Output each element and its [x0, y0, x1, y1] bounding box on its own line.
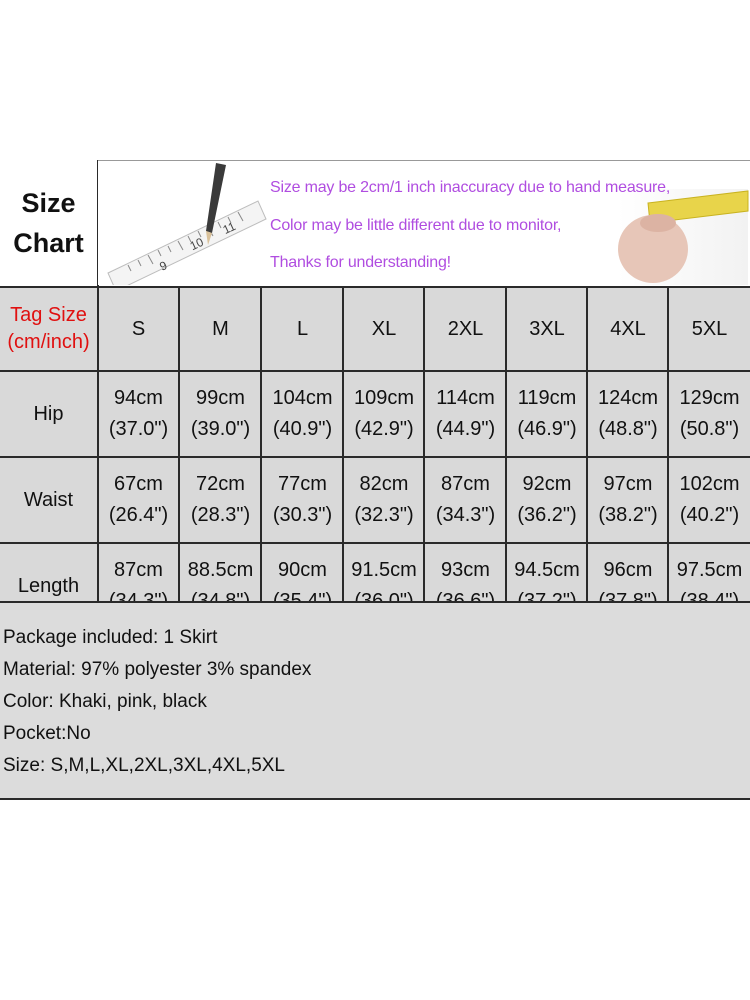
- grid-line: [0, 542, 750, 544]
- cell-inch-value: (48.8"): [598, 418, 658, 440]
- grid-line: [505, 286, 507, 628]
- table-cell: [180, 458, 261, 542]
- size-header-l: L: [262, 288, 343, 370]
- table-cell: [98, 372, 179, 456]
- info-color: Color: Khaki, pink, black: [3, 691, 207, 712]
- table-cell: [262, 458, 343, 542]
- note-thanks: Thanks for understanding!: [270, 254, 451, 271]
- cell-cm-value: 94cm: [114, 387, 163, 409]
- grid-line: [178, 286, 180, 628]
- ruler-number: 10: [187, 234, 206, 254]
- info-material: Material: 97% polyester 3% spandex: [3, 659, 312, 680]
- ruler-number: 11: [220, 219, 238, 237]
- cell-cm-value: 77cm: [278, 473, 327, 495]
- cell-inch-value: (40.2"): [679, 504, 740, 526]
- tape-measure-hand-icon: [618, 189, 748, 285]
- grid-line: [0, 456, 750, 458]
- tag-size-label: Tag Size: [10, 304, 87, 326]
- table-cell: [425, 458, 506, 542]
- size-header-2xl: 2XL: [425, 288, 506, 370]
- grid-line: [586, 286, 588, 628]
- cell-cm-value: 67cm: [114, 473, 163, 495]
- cell-cm-value: 96cm: [603, 559, 653, 581]
- table-cell: [669, 458, 750, 542]
- row-label-hip: Hip: [0, 372, 97, 456]
- grid-line: [342, 286, 344, 628]
- table-cell: [344, 458, 424, 542]
- product-info: [0, 601, 750, 800]
- cell-cm-value: 87cm: [441, 473, 490, 495]
- cell-inch-value: (46.9"): [517, 418, 577, 440]
- chart-title: [0, 160, 97, 286]
- size-header-xl: XL: [344, 288, 424, 370]
- grid-line: [260, 286, 262, 628]
- table-cell: [180, 372, 261, 456]
- note-accuracy: Size may be 2cm/1 inch inaccuracy due to hand measure,: [270, 179, 671, 196]
- cell-inch-value: (50.8"): [679, 418, 740, 440]
- cell-inch-value: (26.4"): [108, 504, 169, 526]
- size-header-5xl: 5XL: [669, 288, 750, 370]
- size-header-3xl: 3XL: [507, 288, 587, 370]
- cell-cm-value: 91.5cm: [351, 559, 417, 581]
- table-cell: [588, 458, 668, 542]
- table-cell: [507, 458, 587, 542]
- cell-cm-value: 102cm: [679, 473, 740, 495]
- table-cell: [425, 372, 506, 456]
- grid-line: [97, 286, 99, 628]
- cell-inch-value: (32.3"): [354, 504, 414, 526]
- size-header-4xl: 4XL: [588, 288, 668, 370]
- cell-cm-value: 109cm: [353, 387, 415, 409]
- cell-inch-value: (34.3"): [435, 504, 496, 526]
- table-cell: [669, 372, 750, 456]
- cell-inch-value: (28.3"): [190, 504, 251, 526]
- cell-cm-value: 82cm: [359, 473, 409, 495]
- cell-cm-value: 104cm: [272, 387, 333, 409]
- cell-cm-value: 97.5cm: [676, 559, 743, 581]
- note-color: Color may be little different due to monitor,: [270, 217, 562, 234]
- cell-cm-value: 119cm: [517, 387, 577, 409]
- cell-cm-value: 97cm: [603, 473, 653, 495]
- info-sizes: Size: S,M,L,XL,2XL,3XL,4XL,5XL: [3, 755, 286, 776]
- ruler-icon: [108, 201, 266, 285]
- cell-cm-value: 114cm: [436, 387, 495, 409]
- cell-cm-value: 87cm: [114, 559, 163, 581]
- cell-cm-value: 90cm: [278, 559, 327, 581]
- cell-inch-value: (38.2"): [598, 504, 658, 526]
- chart-header: [0, 160, 750, 286]
- row-label-length: Length: [0, 544, 97, 628]
- table-cell: [262, 372, 343, 456]
- cell-inch-value: (37.0"): [108, 418, 169, 440]
- cell-cm-value: 129cm: [679, 387, 740, 409]
- tag-size-unit: (cm/inch): [7, 331, 90, 353]
- cell-inch-value: (39.0"): [190, 418, 251, 440]
- cell-inch-value: (42.9"): [354, 418, 414, 440]
- table-cell: [344, 372, 424, 456]
- row-label-waist: Waist: [0, 458, 97, 542]
- cell-inch-value: (44.9"): [435, 418, 496, 440]
- table-cell: [98, 458, 179, 542]
- cell-cm-value: 94.5cm: [514, 559, 580, 581]
- cell-cm-value: 92cm: [522, 473, 572, 495]
- cell-inch-value: (30.3"): [272, 504, 333, 526]
- info-pocket: Pocket:No: [3, 723, 91, 744]
- cell-inch-value: (40.9"): [272, 418, 333, 440]
- title-line2: Chart: [13, 228, 84, 258]
- cell-cm-value: 93cm: [441, 559, 490, 581]
- notice-banner: [98, 160, 750, 285]
- grid-line: [0, 370, 750, 372]
- tag-size-header: [0, 288, 97, 370]
- cell-inch-value: (36.2"): [517, 504, 577, 526]
- cell-cm-value: 124cm: [597, 387, 659, 409]
- size-header-m: M: [180, 288, 261, 370]
- cell-cm-value: 99cm: [196, 387, 245, 409]
- table-cell: [507, 372, 587, 456]
- grid-line: [423, 286, 425, 628]
- cell-cm-value: 88.5cm: [187, 559, 254, 581]
- grid-line: [0, 286, 750, 288]
- grid-line: [667, 286, 669, 628]
- info-package: Package included: 1 Skirt: [3, 627, 218, 648]
- cell-cm-value: 72cm: [196, 473, 245, 495]
- ruler-number: 9: [157, 258, 170, 274]
- size-header-s: S: [98, 288, 179, 370]
- title-line1: Size: [21, 188, 76, 218]
- table-cell: [588, 372, 668, 456]
